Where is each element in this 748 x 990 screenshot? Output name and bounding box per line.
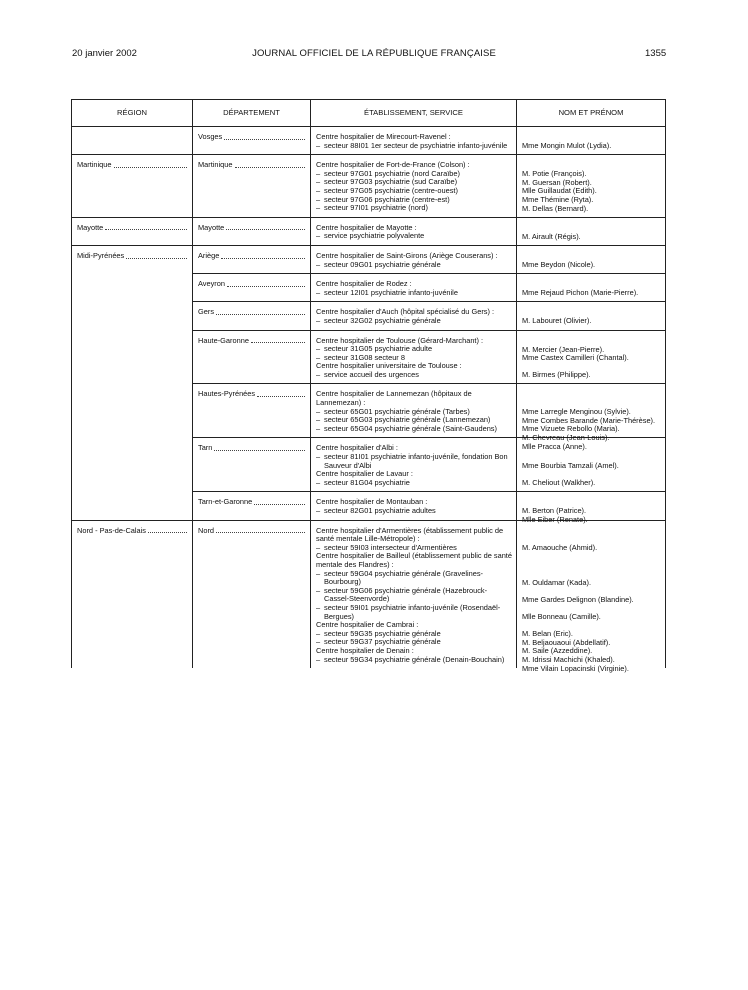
departement-name	[198, 308, 306, 317]
departement-name	[198, 280, 306, 289]
person-name: Mme Vizuete Rebollo (Maria).	[522, 424, 620, 434]
establishment-name: Centre hospitalier de Bailleul (établissement public de santé mentale des Flandres) :	[316, 551, 512, 569]
service-label: secteur 59G06 psychiatrie générale (Hazebrouck-Cassel-Steenvorde)	[324, 585, 488, 604]
person-name: M. Potie (François).	[522, 169, 587, 179]
name-group	[522, 596, 661, 605]
names-cell	[517, 245, 666, 273]
service-item	[316, 570, 512, 587]
table-row	[72, 438, 666, 492]
dash-marker: –	[316, 477, 321, 487]
region-name-text: Nord - Pas-de-Calais	[77, 525, 147, 535]
service-item	[316, 204, 512, 213]
names-cell	[517, 384, 666, 451]
table-row	[72, 155, 666, 218]
service-item	[316, 371, 512, 380]
names-cell	[517, 438, 666, 492]
table-row	[72, 274, 666, 302]
dot-leader	[148, 532, 187, 533]
person-name: M. Idrissi Machichi (Khaled).	[522, 654, 615, 664]
name-group	[522, 354, 661, 363]
service-text	[324, 261, 512, 270]
names-cell	[517, 492, 666, 525]
service-text	[324, 232, 512, 241]
dot-leader	[227, 286, 305, 287]
departement-name-text: Nord	[198, 525, 215, 535]
dot-leader	[224, 139, 305, 140]
service-label: secteur 59G04 psychiatrie générale (Gravelines-Bourbourg)	[324, 568, 483, 587]
service-item	[316, 507, 512, 516]
establishment-name: Centre hospitalier de Rodez :	[316, 279, 412, 289]
region-cell	[72, 302, 193, 330]
service-item	[316, 142, 512, 151]
departement-cell	[193, 492, 311, 520]
service-text	[324, 371, 512, 380]
etablissement-cell	[311, 492, 517, 520]
names-cell	[517, 330, 666, 384]
person-name: Mme Combes Barande (Marie-Thérèse).	[522, 415, 656, 425]
dot-leader	[221, 258, 305, 259]
person-name: M. Cheliout (Walkher).	[522, 478, 596, 488]
person-name: M. Airault (Régis).	[522, 231, 581, 241]
departement-name	[198, 498, 306, 507]
dot-leader	[214, 450, 305, 451]
departement-cell	[193, 127, 311, 155]
person-name: M. Beljaouaoui (Abdellatif).	[522, 637, 611, 647]
table-header-row	[72, 100, 666, 127]
column-header-region: RÉGION	[72, 100, 193, 127]
person-name: M. Mercier (Jean-Pierre).	[522, 344, 605, 354]
etablissement-cell	[311, 155, 517, 218]
region-name	[77, 252, 188, 261]
dot-leader	[216, 314, 305, 315]
departement-cell	[193, 245, 311, 273]
establishment-name: Centre hospitalier de Lavaur :	[316, 469, 413, 479]
departement-name	[198, 133, 306, 142]
departement-name-text: Hautes-Pyrénées	[198, 389, 256, 399]
dash-marker: –	[316, 452, 321, 462]
dot-leader	[254, 504, 305, 505]
person-name: Mme Larregle Menginou (Sylvie).	[522, 407, 631, 417]
service-label: secteur 97G01 psychiatrie (nord Caraïbe)	[324, 168, 460, 178]
etablissement-cell	[311, 302, 517, 330]
establishment-name: Centre hospitalier de Lannemezan (hôpitaux de Lannemezan) :	[316, 389, 472, 408]
departement-cell	[193, 520, 311, 668]
person-name: M. Amaouche (Ahmid).	[522, 543, 598, 553]
person-name: Mme Beydon (Nicole).	[522, 260, 596, 270]
service-label: secteur 81G04 psychiatrie	[324, 477, 410, 487]
service-label: secteur 97G03 psychiatrie (sud Caraïbe)	[324, 177, 458, 187]
dash-marker: –	[316, 231, 321, 241]
dash-marker: –	[316, 628, 321, 638]
dot-leader	[105, 229, 187, 230]
dash-marker: –	[316, 406, 321, 416]
person-name: M. Labouret (Olivier).	[522, 316, 592, 326]
service-item	[316, 317, 512, 326]
service-text	[324, 425, 512, 434]
service-label: secteur 31G05 psychiatrie adulte	[324, 344, 433, 354]
establishment-name: Centre hospitalier de Denain :	[316, 645, 414, 655]
column-header-nom: NOM ET PRÉNOM	[517, 100, 666, 127]
service-item	[316, 656, 512, 665]
service-label: service accueil des urgences	[324, 369, 419, 379]
departement-cell	[193, 438, 311, 492]
service-label: secteur 59G34 psychiatrie générale (Denain-Bouchain)	[324, 654, 505, 664]
names-cell	[517, 155, 666, 218]
service-label: secteur 97G05 psychiatrie (centre-ouest)	[324, 185, 458, 195]
service-label: service psychiatrie polyvalente	[324, 231, 425, 241]
person-name: Mme Vilain Lopacinski (Virginie).	[522, 663, 629, 673]
person-name: Mlle Bonneau (Camille).	[522, 612, 601, 622]
dash-marker: –	[316, 369, 321, 379]
header-page-number: 1355	[645, 48, 667, 59]
table-row	[72, 302, 666, 330]
name-group	[522, 233, 661, 242]
dot-leader	[226, 229, 305, 230]
dot-leader	[126, 258, 187, 259]
departement-name	[198, 252, 306, 261]
region-name-text: Midi-Pyrénées	[77, 250, 125, 260]
establishment-name: Centre hospitalier d'Auch (hôpital spécialisé du Gers) :	[316, 307, 495, 317]
table-row	[72, 127, 666, 155]
etablissement-cell	[311, 438, 517, 492]
establishment-name: Centre hospitalier d'Armentières (établissement public de santé mentale Lille-Métropole) :	[316, 525, 504, 544]
table-row	[72, 384, 666, 438]
dash-marker: –	[316, 506, 321, 515]
region-name	[77, 161, 188, 170]
service-text	[324, 317, 512, 326]
departement-cell	[193, 217, 311, 245]
service-item	[316, 604, 512, 621]
person-name: Mme Castex Camilleri (Chantal).	[522, 353, 629, 363]
departement-cell	[193, 274, 311, 302]
name-group	[522, 479, 661, 488]
service-item	[316, 425, 512, 434]
appointments-table	[71, 99, 666, 673]
dash-marker: –	[316, 602, 321, 612]
region-cell	[72, 330, 193, 384]
dash-marker: –	[316, 177, 321, 187]
service-item	[316, 453, 512, 470]
service-item	[316, 587, 512, 604]
establishment-name: Centre hospitalier de Saint-Girons (Ariège Couserans) :	[316, 250, 498, 260]
region-cell	[72, 155, 193, 218]
etablissement-cell	[311, 274, 517, 302]
service-text	[324, 204, 512, 213]
person-name: Mme Mongin Mulot (Lydia).	[522, 141, 612, 151]
region-cell	[72, 274, 193, 302]
service-label: secteur 97G06 psychiatrie (centre-est)	[324, 194, 450, 204]
person-name: Mme Bourbia Tamzali (Amel).	[522, 461, 619, 471]
service-label: secteur 59I03 intersecteur d'Armentières	[324, 542, 457, 552]
names-cell	[517, 302, 666, 330]
region-cell	[72, 245, 193, 273]
establishment-name: Centre hospitalier de Mirecourt-Ravenel :	[316, 132, 451, 141]
departement-name	[198, 337, 306, 346]
person-name: M. Berton (Patrice).	[522, 506, 587, 516]
dash-marker: –	[316, 287, 321, 297]
dash-marker: –	[316, 344, 321, 354]
dash-marker: –	[316, 654, 321, 664]
service-label: secteur 59G37 psychiatrie générale	[324, 637, 441, 647]
departement-name-text: Tarn-et-Garonne	[198, 497, 253, 507]
departement-name	[198, 444, 306, 453]
region-cell	[72, 217, 193, 245]
departement-cell	[193, 302, 311, 330]
establishment-name: Centre hospitalier de Montauban :	[316, 497, 428, 507]
person-name: M. Saile (Azzeddine).	[522, 646, 593, 656]
service-item	[316, 289, 512, 298]
departement-name-text: Ariège	[198, 250, 220, 260]
service-text	[324, 656, 512, 665]
establishment-name: Centre hospitalier de Cambrai :	[316, 620, 419, 630]
person-name: M. Chevreau (Jean-Louis).	[522, 432, 610, 442]
region-cell	[72, 492, 193, 520]
names-cell	[517, 520, 666, 673]
service-label: secteur 65G03 psychiatrie générale (Lannemezan)	[324, 415, 491, 425]
service-label: secteur 59I01 psychiatrie infanto-juvénile (Rosendaël-Bergues)	[324, 602, 501, 621]
table-row	[72, 217, 666, 245]
dot-leader	[257, 396, 305, 397]
column-header-etablissement: ÉTABLISSEMENT, SERVICE	[311, 100, 517, 127]
service-label: secteur 65G04 psychiatrie générale (Saint-Gaudens)	[324, 423, 497, 433]
dash-marker: –	[316, 168, 321, 178]
region-cell	[72, 438, 193, 492]
dash-marker: –	[316, 315, 321, 325]
person-name: Mlle Pracca (Anne).	[522, 441, 587, 451]
service-label: secteur 97I01 psychiatrie (nord)	[324, 203, 428, 213]
service-text	[324, 453, 512, 470]
person-name: Mme Thémine (Ryta).	[522, 195, 594, 205]
service-text	[324, 289, 512, 298]
dash-marker: –	[316, 585, 321, 595]
departement-name	[198, 224, 306, 233]
service-text	[324, 587, 512, 604]
names-cell	[517, 127, 666, 155]
dot-leader	[235, 167, 305, 168]
name-group	[522, 417, 661, 434]
service-label: secteur 31G08 secteur 8	[324, 352, 405, 362]
name-group	[522, 289, 661, 298]
departement-cell	[193, 384, 311, 438]
column-header-departement: DÉPARTEMENT	[193, 100, 311, 127]
region-name-text: Martinique	[77, 160, 112, 170]
name-group	[522, 613, 661, 622]
service-item	[316, 232, 512, 241]
etablissement-cell	[311, 217, 517, 245]
table-row	[72, 245, 666, 273]
service-label: secteur 09G01 psychiatrie générale	[324, 259, 441, 269]
region-name	[77, 224, 188, 233]
service-label: secteur 32G02 psychiatrie générale	[324, 315, 441, 325]
establishment-name: Centre hospitalier de Fort-de-France (Colson) :	[316, 160, 470, 170]
departement-name	[198, 527, 306, 536]
header-journal-title: JOURNAL OFFICIEL DE LA RÉPUBLIQUE FRANÇAISE	[252, 48, 496, 59]
dot-leader	[114, 167, 187, 168]
table-row	[72, 492, 666, 520]
departement-name-text: Tarn	[198, 443, 213, 453]
person-name: Mlle Guillaudat (Edith).	[522, 186, 597, 196]
dash-marker: –	[316, 140, 321, 150]
service-item	[316, 479, 512, 488]
name-group	[522, 317, 661, 326]
table-row	[72, 330, 666, 384]
dash-marker: –	[316, 423, 321, 433]
departement-name-text: Gers	[198, 307, 215, 317]
service-text	[324, 142, 512, 151]
table-body	[72, 127, 666, 673]
service-text	[324, 479, 512, 488]
service-item	[316, 261, 512, 270]
dash-marker: –	[316, 542, 321, 552]
name-group	[522, 579, 661, 588]
establishment-name: Centre hospitalier de Toulouse (Gérard-Marchant) :	[316, 335, 484, 345]
region-cell	[72, 127, 193, 155]
service-label: secteur 12I01 psychiatrie infanto-juvénile	[324, 287, 458, 297]
dash-marker: –	[316, 352, 321, 362]
service-label: secteur 59G35 psychiatrie générale	[324, 628, 441, 638]
person-name: M. Ouldamar (Kada).	[522, 577, 592, 587]
dash-marker: –	[316, 259, 321, 269]
name-group	[522, 544, 661, 553]
dash-marker: –	[316, 194, 321, 204]
service-text	[324, 570, 512, 587]
name-group	[522, 371, 661, 380]
etablissement-cell	[311, 520, 517, 668]
region-cell	[72, 384, 193, 438]
departement-cell	[193, 155, 311, 218]
name-group	[522, 665, 661, 674]
departement-name-text: Aveyron	[198, 279, 225, 289]
etablissement-cell	[311, 127, 517, 155]
person-name: M. Belan (Eric).	[522, 629, 573, 639]
person-name: M. Guersan (Robert).	[522, 177, 592, 187]
etablissement-cell	[311, 384, 517, 438]
etablissement-cell	[311, 245, 517, 273]
departement-name-text: Martinique	[198, 160, 233, 170]
header-date: 20 janvier 2002	[72, 48, 137, 59]
names-cell	[517, 217, 666, 245]
service-text	[324, 604, 512, 621]
name-group	[522, 205, 661, 214]
service-label: secteur 65G01 psychiatrie générale (Tarbes)	[324, 406, 470, 416]
service-label: secteur 82G01 psychiatrie adultes	[324, 506, 436, 515]
departement-name	[198, 390, 306, 399]
establishment-name: Centre hospitalier de Mayotte :	[316, 222, 417, 232]
establishment-name: Centre hospitalier universitaire de Toulouse :	[316, 361, 462, 371]
names-cell	[517, 274, 666, 302]
person-name: Mme Rejaud Pichon (Marie-Pierre).	[522, 288, 639, 298]
person-name: Mlle Eiber (Renate).	[522, 515, 588, 525]
person-name: Mme Gardes Delignon (Blandine).	[522, 594, 634, 604]
dot-leader	[216, 532, 305, 533]
departement-name-text: Mayotte	[198, 222, 225, 232]
dash-marker: –	[316, 568, 321, 578]
etablissement-cell	[311, 330, 517, 384]
name-group	[522, 142, 661, 151]
establishment-name: Centre hospitalier d'Albi :	[316, 443, 398, 453]
dash-marker: –	[316, 637, 321, 647]
dash-marker: –	[316, 185, 321, 195]
departement-name	[198, 161, 306, 170]
region-name	[77, 527, 188, 536]
region-cell	[72, 520, 193, 668]
person-name: M. Dellas (Bernard).	[522, 203, 589, 213]
table-row	[72, 520, 666, 668]
name-group	[522, 630, 661, 656]
service-text	[324, 507, 512, 516]
service-label: secteur 81I01 psychiatrie infanto-juvénile, fondation Bon Sauveur d'Albi	[324, 452, 508, 470]
dash-marker: –	[316, 415, 321, 425]
service-label: secteur 88I01 1er secteur de psychiatrie infanto-juvénile	[324, 140, 508, 150]
departement-name-text: Vosges	[198, 132, 223, 141]
name-group	[522, 261, 661, 270]
person-name: M. Birmes (Philippe).	[522, 370, 591, 380]
region-name-text: Mayotte	[77, 222, 104, 232]
name-group	[522, 462, 661, 471]
departement-cell	[193, 330, 311, 384]
departement-name-text: Haute-Garonne	[198, 335, 249, 345]
dash-marker: –	[316, 203, 321, 213]
dot-leader	[251, 342, 305, 343]
